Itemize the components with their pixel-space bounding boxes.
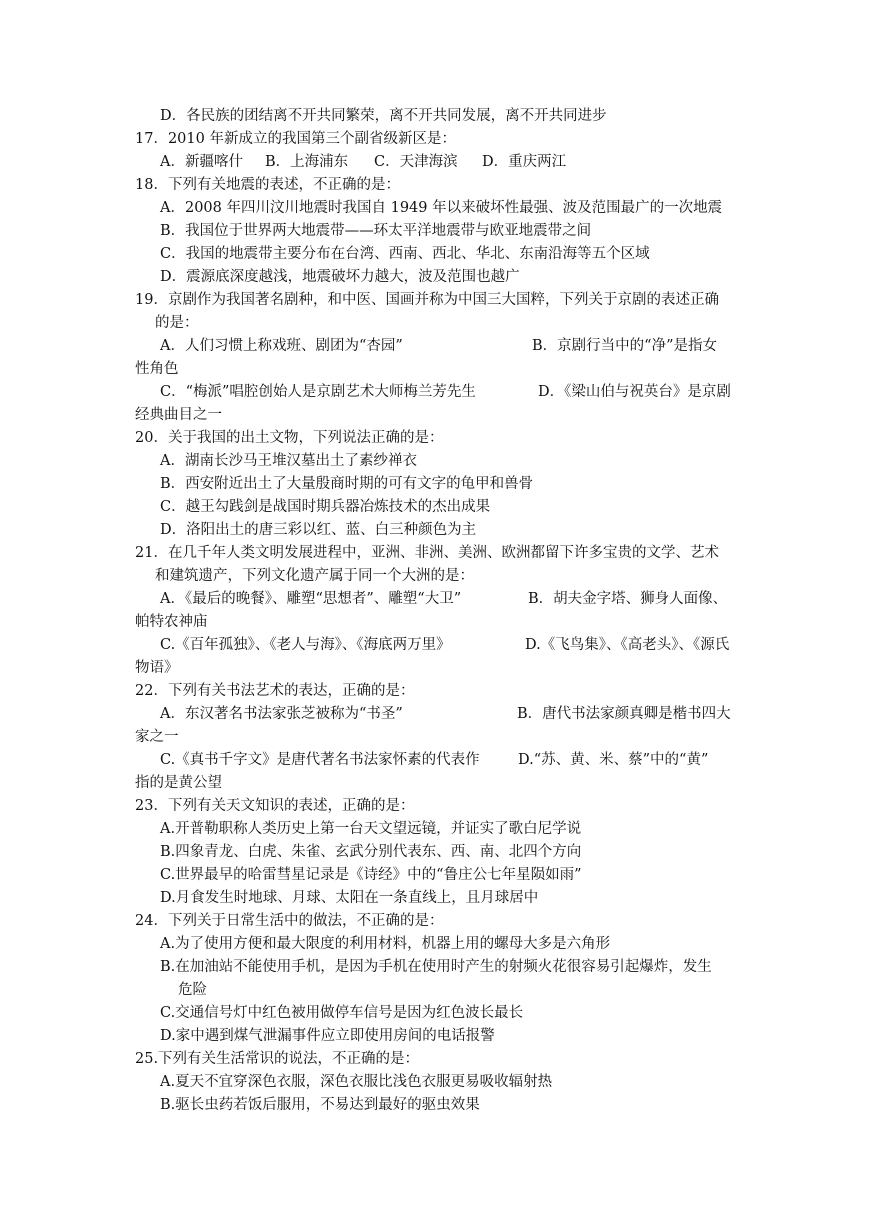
q21-option-b-cont: 帕特农神庙 — [135, 614, 208, 630]
q19-option-b-cont: 性角色 — [135, 361, 179, 377]
q22-option-d: D.“苏、黄、米、蔡”中的“黄” — [518, 752, 709, 768]
q22-stem: 22．下列有关书法艺术的表达，正确的是： — [135, 683, 415, 699]
q23-option-b: B.四象青龙、白虎、朱雀、玄武分别代表东、西、南、北四个方向 — [160, 844, 582, 860]
q18-option-d: D．震源底深度越浅，地震破坏力越大，波及范围也越广 — [160, 269, 520, 285]
q24-stem: 24．下列关于日常生活中的做法，不正确的是： — [135, 913, 444, 929]
q20-stem: 20．关于我国的出土文物，下列说法正确的是： — [135, 430, 444, 446]
q21-stem-line1: 21．在几千年人类文明发展进程中，亚洲、非洲、美洲、欧洲都留下许多宝贵的文学、艺术 — [135, 545, 719, 561]
q20-option-a: A．湖南长沙马王堆汉墓出土了素纱禅衣 — [160, 453, 417, 469]
q20-option-d: D．洛阳出土的唐三彩以红、蓝、白三种颜色为主 — [160, 522, 477, 538]
q21-stem-line2: 和建筑遗产，下列文化遗产属于同一个大洲的是： — [155, 568, 474, 584]
q19-option-d: D．《梁山伯与祝英台》是京剧 — [538, 384, 731, 400]
q23-option-d: D.月食发生时地球、月球、太阳在一条直线上，且月球居中 — [160, 890, 539, 906]
q22-option-b: B．唐代书法家颜真卿是楷书四大 — [517, 706, 731, 722]
q17-option-a: A．新疆喀什 — [160, 154, 243, 170]
q24-option-b: B.在加油站不能使用手机，是因为手机在使用时产生的射频火花很容易引起爆炸，发生 — [160, 959, 712, 975]
q23-option-a: A.开普勒职称人类历史上第一台天文望远镜，并证实了歌白尼学说 — [160, 821, 582, 837]
q19-option-d-cont: 经典曲目之一 — [135, 407, 222, 423]
q22-option-b-cont: 家之一 — [135, 729, 179, 745]
q19-option-a: A．人们习惯上称戏班、剧团为“杏园” — [160, 338, 403, 354]
q18-stem: 18．下列有关地震的表述，不正确的是： — [135, 177, 400, 193]
q19-option-b: B．京剧行当中的“净”是指女 — [532, 338, 717, 354]
q22-option-a: A．东汉著名书法家张芝被称为“书圣” — [160, 706, 403, 722]
q16-option-d: D．各民族的团结离不开共同繁荣，离不开共同发展，离不开共同进步 — [160, 108, 607, 124]
q18-option-b: B．我国位于世界两大地震带——环太平洋地震带与欧亚地震带之间 — [160, 223, 592, 239]
q17-option-c: C．天津海滨 — [374, 154, 458, 170]
q19-stem-line1: 19．京剧作为我国著名剧种，和中医、国画并称为中国三大国粹，下列关于京剧的表述正确 — [135, 292, 719, 308]
q20-option-b: B．西安附近出土了大量殷商时期的可有文字的龟甲和兽骨 — [160, 476, 534, 492]
q17-option-d: D．重庆两江 — [482, 154, 567, 170]
q25-option-b: B.驱长虫药若饭后服用，不易达到最好的驱虫效果 — [160, 1097, 480, 1113]
q19-option-c: C．“梅派”唱腔创始人是京剧艺术大师梅兰芳先生 — [160, 384, 476, 400]
q24-option-a: A.为了使用方便和最大限度的利用材料，机器上用的螺母大多是六角形 — [160, 936, 611, 952]
q25-stem: 25.下列有关生活常识的说法，不正确的是： — [135, 1051, 420, 1067]
q21-option-a: A．《最后的晚餐》、雕塑“思想者”、雕塑“大卫” — [160, 591, 462, 607]
q22-option-c: C.《真书千字文》是唐代著名书法家怀素的代表作 — [160, 752, 480, 768]
q18-option-c: C．我国的地震带主要分布在台湾、西南、西北、华北、东南沿海等五个区域 — [160, 246, 650, 262]
q21-option-d: D.《飞鸟集》、《高老头》、《源氏 — [525, 637, 730, 653]
q25-option-a: A.夏天不宜穿深色衣服，深色衣服比浅色衣服更易吸收辐射热 — [160, 1074, 553, 1090]
q20-option-c: C．越王勾践剑是战国时期兵器冶炼技术的杰出成果 — [160, 499, 491, 515]
q22-option-d-cont: 指的是黄公望 — [135, 775, 222, 791]
q24-option-b-cont: 危险 — [178, 982, 207, 998]
q17-stem: 17．2010 年新成立的我国第三个副省级新区是： — [135, 131, 456, 147]
q17-option-b: B．上海浦东 — [265, 154, 349, 170]
q21-option-d-cont: 物语》 — [135, 660, 179, 676]
q24-option-c: C.交通信号灯中红色被用做停车信号是因为红色波长最长 — [160, 1005, 524, 1021]
q18-option-a: A．2008 年四川汶川地震时我国自 1949 年以来破坏性最强、波及范围最广的一次地震 — [160, 200, 723, 216]
q21-option-b: B．胡夫金字塔、狮身人面像、 — [528, 591, 728, 607]
q23-stem: 23．下列有关天文知识的表述，正确的是： — [135, 798, 415, 814]
q23-option-c: C.世界最早的哈雷彗星记录是《诗经》中的“鲁庄公七年星陨如雨” — [160, 867, 582, 883]
q24-option-d: D.家中遇到煤气泄漏事件应立即使用房间的电话报警 — [160, 1028, 495, 1044]
q21-option-c: C.《百年孤独》、《老人与海》、《海底两万里》 — [160, 637, 451, 653]
q19-stem-line2: 的是： — [155, 315, 199, 331]
